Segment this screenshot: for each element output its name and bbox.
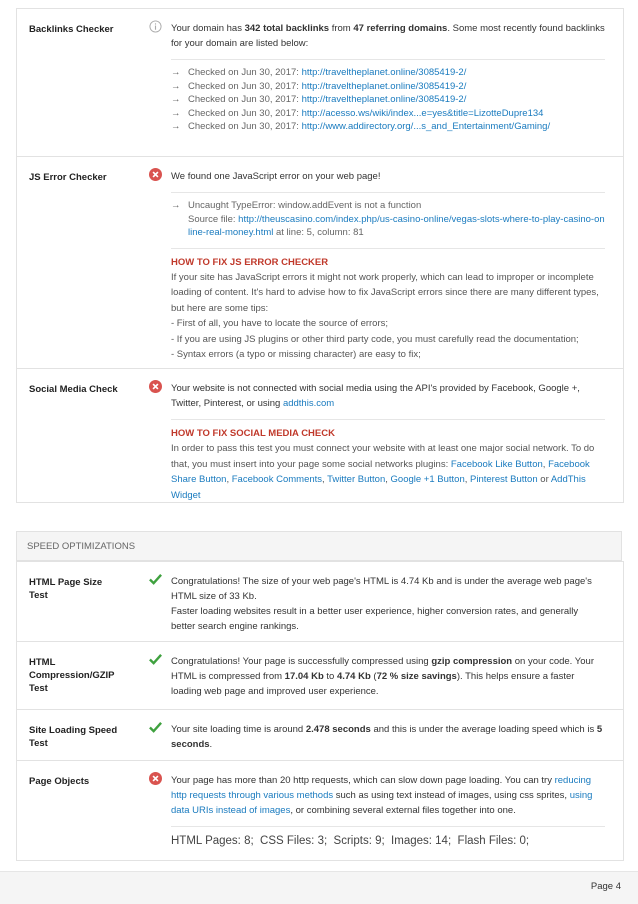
fix-text: In order to pass this test you must connect your website with at least one major social network. To do that, you must insert into your page some social networks plugins: Facebook Like Button, Facebook Share Button, Facebook Comments, Twitter Button, Google +1 Button, Pinterest Button or AddThis Widget	[171, 443, 595, 501]
arrow-right-icon: →	[171, 107, 181, 119]
arrow-right-icon: →	[171, 67, 181, 78]
row-gzip	[17, 641, 623, 709]
page-footer	[0, 871, 638, 904]
page-objects-summary: Your page has more than 20 http requests, which can slow down page loading. You can try reducing http requests through various methods such as using text instead of images, using css sprites, using data URIs instead of images, or combining several external files together into one.	[171, 775, 593, 816]
backlink-url[interactable]: http://acesso.ws/wiki/index...e=yes&title=LizotteDupre134	[301, 107, 544, 119]
arrow-right-icon: →	[171, 80, 181, 92]
row-label: JS Error Checker	[29, 172, 107, 183]
arrow-right-icon: →	[171, 121, 181, 132]
row-html-size	[17, 561, 623, 641]
seo-table-speed	[16, 561, 624, 861]
divider	[171, 826, 605, 827]
check-icon	[143, 710, 167, 760]
error-icon	[143, 369, 167, 502]
row-page-objects	[17, 760, 623, 860]
row-label: Social Media Check	[29, 384, 118, 395]
divider	[171, 59, 605, 60]
error-icon	[143, 157, 167, 368]
backlinks-summary: Your domain has 342 total backlinks from 47 referring domains. Some most recently found backlinks for your domain are listed below:	[171, 23, 605, 49]
fix-text: If your site has JavaScript errors it might not work properly, which can lead to improper or incomplete loading of content. It's hard to advise how to fix JavaScript errors since there are many different types, but here are some tips: - First of all, you have to locate the source of errors; - If you are using JS plugins or other third party code, you must carefully read the documentation; - Syntax errors (a typo or missing character) are easy to fix;	[171, 271, 599, 360]
divider	[171, 192, 605, 193]
addthis-link[interactable]: addthis.com	[282, 398, 335, 409]
arrow-right-icon: →	[171, 94, 181, 105]
row-body	[167, 369, 623, 502]
row-body: Your site loading time is around 2.478 seconds and this is under the average loading speed which is 5 seconds.	[171, 724, 603, 750]
row-body	[167, 9, 623, 156]
row-label: Page Objects	[29, 776, 90, 787]
plugin-link[interactable]: Twitter Button	[327, 474, 386, 485]
row-label: Site Loading Speed Test	[29, 725, 118, 749]
plugin-link[interactable]: Google +1 Button	[390, 474, 465, 485]
row-label: HTML Compression/GZIP Test	[29, 657, 115, 694]
data-uri-link[interactable]: using data URIs instead of images	[171, 790, 593, 816]
error-icon	[143, 761, 167, 860]
row-loading-speed	[17, 709, 623, 760]
fix-heading: HOW TO FIX JS ERROR CHECKER	[171, 256, 329, 268]
section-header	[16, 531, 622, 561]
row-js-error	[17, 156, 623, 368]
seo-table-top	[16, 8, 624, 503]
backlink-item: → Checked on Jun 30, 2017: http://www.addirectory.org/...s_and_Entertainment/Gaming/	[171, 121, 551, 132]
row-backlinks	[17, 8, 623, 156]
backlink-url[interactable]: http://traveltheplanet.online/3085419-2/	[301, 80, 467, 92]
row-body: Congratulations! Your page is successfully compressed using gzip compression on your code. Your HTML is compressed from 17.04 Kb to 4.74 Kb (72 % size savings). This helps ensure a faster loading web page and improved user experience.	[171, 656, 594, 697]
row-social-media	[17, 368, 623, 502]
row-body	[167, 761, 623, 860]
backlink-url[interactable]: http://traveltheplanet.online/3085419-2/	[301, 94, 467, 105]
object-counts: HTML Pages: 8; CSS Files: 3; Scripts: 9; Images: 14; Flash Files: 0;	[171, 835, 530, 847]
js-error-item: → Uncaught TypeError: window.addEvent is not a function Source file: http://theuscasino.com/index.php/us-casino-online/vegas-slots-where-to-play-casino-online-real-money.html at line: 5, column: 81	[171, 200, 605, 238]
arrow-right-icon: →	[171, 200, 181, 211]
reduce-requests-link[interactable]: reducing http requests through various methods	[171, 775, 592, 801]
plugin-link[interactable]: Facebook Like Button	[450, 458, 543, 470]
section-title: SPEED OPTIMIZATIONS	[27, 541, 136, 552]
plugin-link[interactable]: Facebook Comments	[231, 474, 323, 485]
fix-heading: HOW TO FIX SOCIAL MEDIA CHECK	[171, 428, 335, 439]
backlink-url[interactable]: http://traveltheplanet.online/3085419-2/	[301, 67, 467, 78]
info-icon	[143, 9, 167, 156]
page-number: Page 4	[590, 881, 621, 892]
plugin-link[interactable]: Pinterest Button	[470, 474, 538, 485]
row-label: HTML Page Size Test	[29, 577, 103, 601]
plugin-link[interactable]: AddThis Widget	[171, 474, 586, 501]
backlink-item: → Checked on Jun 30, 2017: http://traveltheplanet.online/3085419-2/	[171, 80, 467, 92]
check-icon	[143, 642, 167, 709]
check-icon	[143, 562, 167, 641]
divider	[171, 248, 605, 249]
row-body	[167, 157, 623, 368]
row-body: Congratulations! The size of your web page's HTML is 4.74 Kb and is under the average web page's HTML size of 33 Kb. Faster loading websites result in a better user experience, higher conversion rates, and generally better search engine rankings.	[171, 576, 592, 632]
plugin-link[interactable]: Facebook Share Button	[171, 458, 590, 485]
backlink-item: → Checked on Jun 30, 2017: http://acesso.ws/wiki/index...e=yes&title=LizotteDupre134	[171, 107, 544, 119]
social-summary: Your website is not connected with social media using the API's provided by Facebook, Google +, Twitter, Pinterest, or using addthis.com	[171, 383, 580, 409]
js-error-summary: We found one JavaScript error on your web page!	[171, 171, 381, 182]
row-label: Backlinks Checker	[29, 24, 114, 35]
source-file-link[interactable]: http://theuscasino.com/index.php/us-casino-online/vegas-slots-where-to-play-casino-online-real-money.html	[188, 213, 605, 238]
divider	[171, 419, 605, 420]
backlink-url[interactable]: http://www.addirectory.org/...s_and_Entertainment/Gaming/	[301, 121, 551, 132]
backlink-item: → Checked on Jun 30, 2017: http://traveltheplanet.online/3085419-2/	[171, 94, 467, 105]
backlink-item: → Checked on Jun 30, 2017: http://traveltheplanet.online/3085419-2/	[171, 67, 467, 78]
